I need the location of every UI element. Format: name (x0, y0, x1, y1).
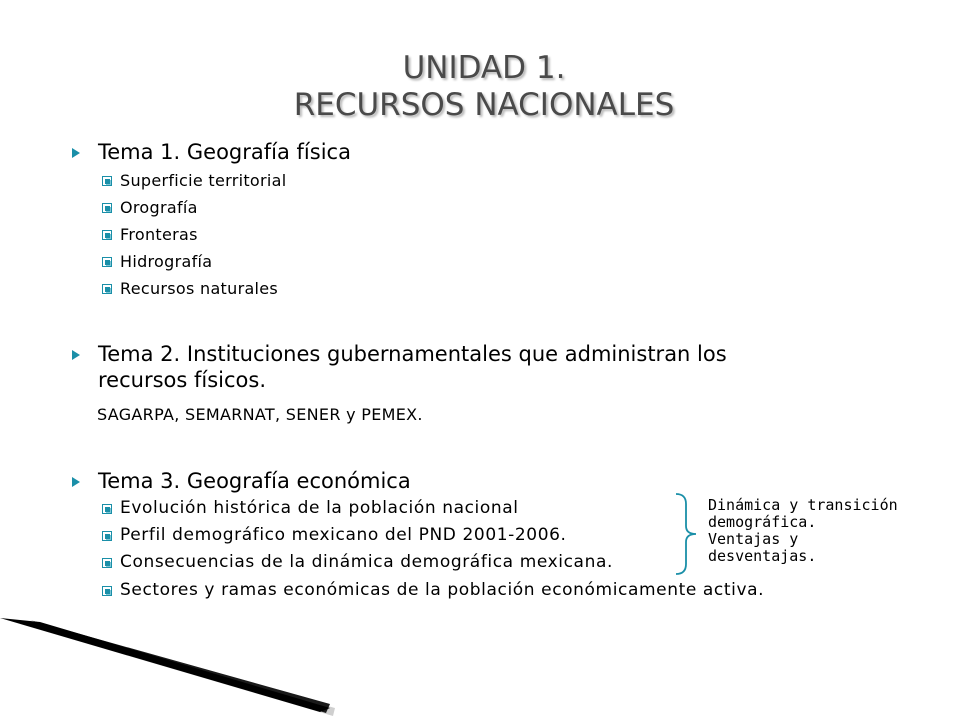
topic1-item: Fronteras (120, 225, 198, 244)
topic3-side-note (708, 497, 938, 565)
square-bullet-icon (102, 257, 112, 267)
note-line: Ventajas y (708, 530, 799, 548)
topic3-item: Consecuencias de la dinámica demográfica mexicana. (120, 552, 613, 572)
topic1-heading: Tema 1. Geografía física (98, 140, 351, 164)
slide-title-line2: RECURSOS NACIONALES (293, 87, 675, 123)
topic3-heading: Tema 3. Geografía económica (98, 469, 411, 493)
arrow-bullet-icon (72, 477, 80, 487)
topic2-detail: SAGARPA, SEMARNAT, SENER y PEMEX. (97, 405, 423, 424)
topic3-item: Perfil demográfico mexicano del PND 2001-2006. (120, 525, 567, 545)
topic3-item: Sectores y ramas económicas de la población económicamente activa. (120, 580, 765, 600)
topic1-item: Hidrografía (120, 252, 213, 271)
note-line: Dinámica y transición (708, 496, 898, 514)
decorative-swoosh (0, 600, 340, 720)
square-bullet-icon (102, 531, 112, 541)
topic1-item: Recursos naturales (120, 279, 279, 298)
square-bullet-icon (102, 558, 112, 568)
arrow-bullet-icon (72, 350, 80, 360)
arrow-bullet-icon (72, 148, 80, 158)
slide-title-line1: UNIDAD 1. (402, 50, 566, 86)
note-line: demográfica. (708, 513, 817, 531)
topic2-heading-line1: Tema 2. Instituciones gubernamentales que administran los (98, 342, 727, 366)
square-bullet-icon (102, 504, 112, 514)
topic3-item: Evolución histórica de la población nacional (120, 498, 519, 518)
topic1-item: Superficie territorial (120, 171, 287, 190)
square-bullet-icon (102, 586, 112, 596)
square-bullet-icon (102, 230, 112, 240)
curly-brace-icon (672, 488, 706, 580)
topic1-item: Orografía (120, 198, 198, 217)
square-bullet-icon (102, 176, 112, 186)
topic2-heading-line2: recursos físicos. (98, 368, 266, 392)
square-bullet-icon (102, 203, 112, 213)
note-line: desventajas. (708, 547, 817, 565)
square-bullet-icon (102, 284, 112, 294)
